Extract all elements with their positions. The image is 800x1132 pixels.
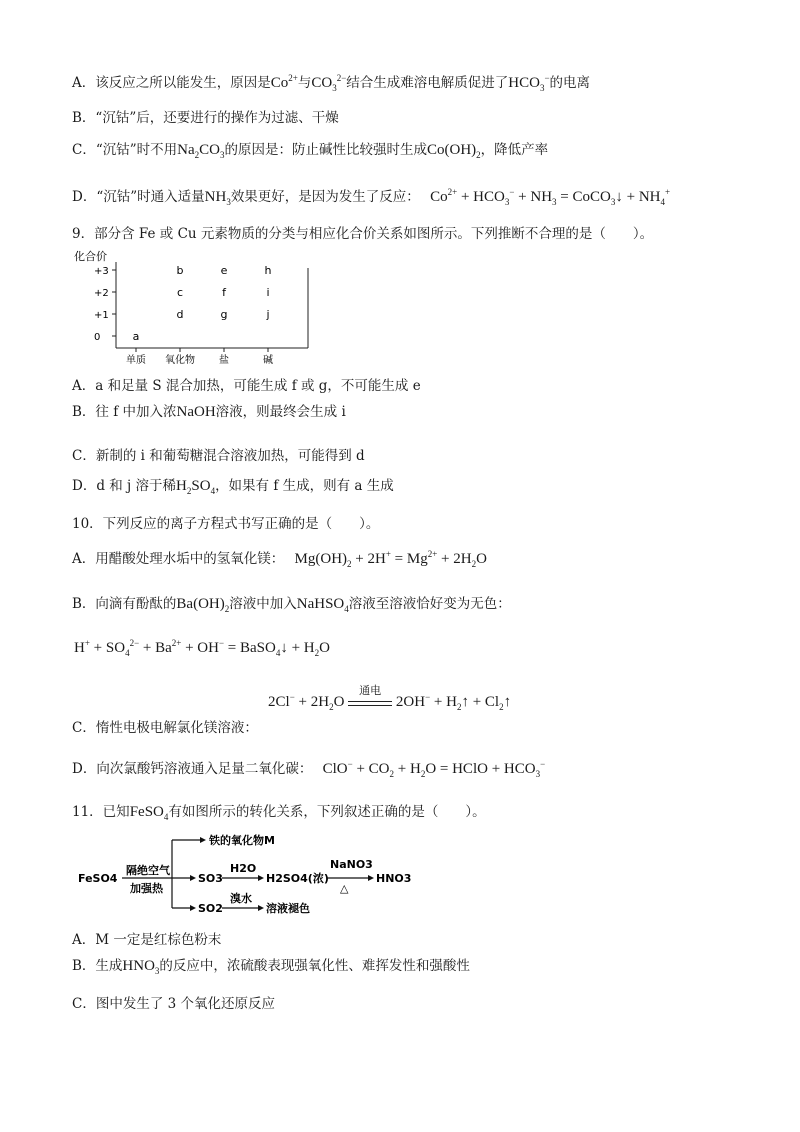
q10-stem: 10．下列反应的离子方程式书写正确的是（ ）。 [72,516,380,532]
x-category-label: 氧化物 [165,355,195,366]
q11-stem: 11．已知FeSO$_4$有如图所示的转化关系，下列叙述正确的是（ ）。 [72,804,486,822]
q8-option-a: A．该反应之所以能发生，原因是$Co^{2+}$与$CO_3^{2-}$结合生成难溶电解质促进了$HCO_3^-$的电离 [72,73,591,93]
diagram-bromine: 溴水 [230,892,252,905]
y-tick-label: +2 [94,288,109,299]
q9-option-d: D．d 和 j 溶于稀$H_2SO_4$，如果有 f 生成，则有 a 生成 [72,478,394,496]
diagram-so2: SO2 [198,902,223,915]
diagram-heat: △ [340,882,349,895]
x-category-label: 单质 [126,355,146,366]
diagram-h2so4: H2SO4(浓) [266,872,329,885]
q8-option-b: B．“沉钴”后，还要进行的操作为过滤、干燥 [72,110,339,126]
q10-option-a: A．用醋酸处理水垢中的氢氧化镁： $Mg(OH)_2 + 2H^+ = Mg^{2+} + 2H_2O$ [72,549,487,569]
point-i: i [266,286,270,299]
point-j: j [266,308,270,321]
q11-option-a: A．M 一定是红棕色粉末 [72,932,222,948]
q9-option-c: C．新制的 i 和葡萄糖混合溶液加热，可能得到 d [72,448,365,464]
y-tick-label: +1 [94,310,109,321]
diagram-decolor: 溶液褪色 [266,902,310,915]
y-tick-label: +3 [94,266,109,277]
diagram-cond-bottom: 加强热 [130,882,163,895]
x-category-label: 碱 [263,355,273,366]
q10-equation-b: $H^+ + SO_4^{2-} + Ba^{2+} + OH^-$ = BaSO$_4$↓ + $H_2O$ [74,638,330,658]
point-d: d [176,308,184,321]
diagram-branch1: 铁的氧化物M [209,834,275,847]
point-g: g [220,308,228,321]
point-f: f [222,286,226,299]
valence-chart [72,248,332,368]
formula-co2plus: $Co^{2+}$ [270,73,298,91]
point-c: c [176,286,184,299]
q9-option-b: B．往 f 中加入浓NaOH溶液，则最终会生成 i [72,404,346,420]
diagram-nano3: NaNO3 [330,858,373,871]
diagram-h2o: H2O [230,862,257,875]
point-b: b [176,264,184,277]
q9-option-a: A．a 和足量 S 混合加热，可能生成 f 或 g，不可能生成 e [72,378,421,394]
diagram-so3: SO3 [198,872,223,885]
q10-equation-c: $2Cl^- + 2H_2O$ 通电 $2OH^- + H_2↑$ + $Cl_2↑$ [268,684,512,712]
formula-co3: $CO_3^{2-}$ [311,73,347,93]
diagram-hno3: HNO3 [376,872,412,885]
q11-option-c: C．图中发生了 3 个氧化还原反应 [72,996,276,1012]
q8-option-c: C．“沉钴”时不用$Na_2CO_3$的原因是：防止碱性比较强时生成$Co(OH)_2$，降低产率 [72,142,549,160]
point-e: e [220,264,228,277]
diagram-cond-top: 隔绝空气 [126,864,170,877]
point-a: a [132,330,140,343]
q8-option-d: D．“沉钴”时通入适量$NH_3$效果更好，是因为发生了反应： $Co^{2+} + HCO_3^- + NH_3$ = CoCO$_3$↓ + $NH_4^+$ [72,187,671,207]
x-category-label: 盐 [219,355,229,366]
diagram-start: FeSO4 [78,872,118,885]
q10-option-d: D．向次氯酸钙溶液通入足量二氧化碳： $ClO^- + CO_2 + H_2O$ = HClO + $HCO_3^-$ [72,759,546,779]
q9-stem: 9．部分含 Fe 或 Cu 元素物质的分类与相应化合价关系如图所示。下列推断不合理的是（ ）。 [72,226,654,242]
q10-option-c: C．惰性电极电解氯化镁溶液： [72,720,258,736]
q11-option-b: B．生成$HNO_3$的反应中，浓硫酸表现强氧化性、难挥发性和强酸性 [72,958,470,976]
point-h: h [264,264,272,277]
y-tick-label: 0 [94,332,101,343]
equation-cocoo3: $Co^{2+} + HCO_3^- + NH_3$ = CoCO$_3$↓ + $NH_4^+$ [430,187,671,207]
chart-ylabel: 化合价 [74,250,107,263]
transformation-diagram [72,830,432,920]
q10-option-b: B．向滴有酚酞的$Ba(OH)_2$溶液中加入NaHSO$_4$溶液至溶液恰好变为无色： [72,596,511,614]
formula-hco3: $HCO_3^-$ [508,73,550,93]
